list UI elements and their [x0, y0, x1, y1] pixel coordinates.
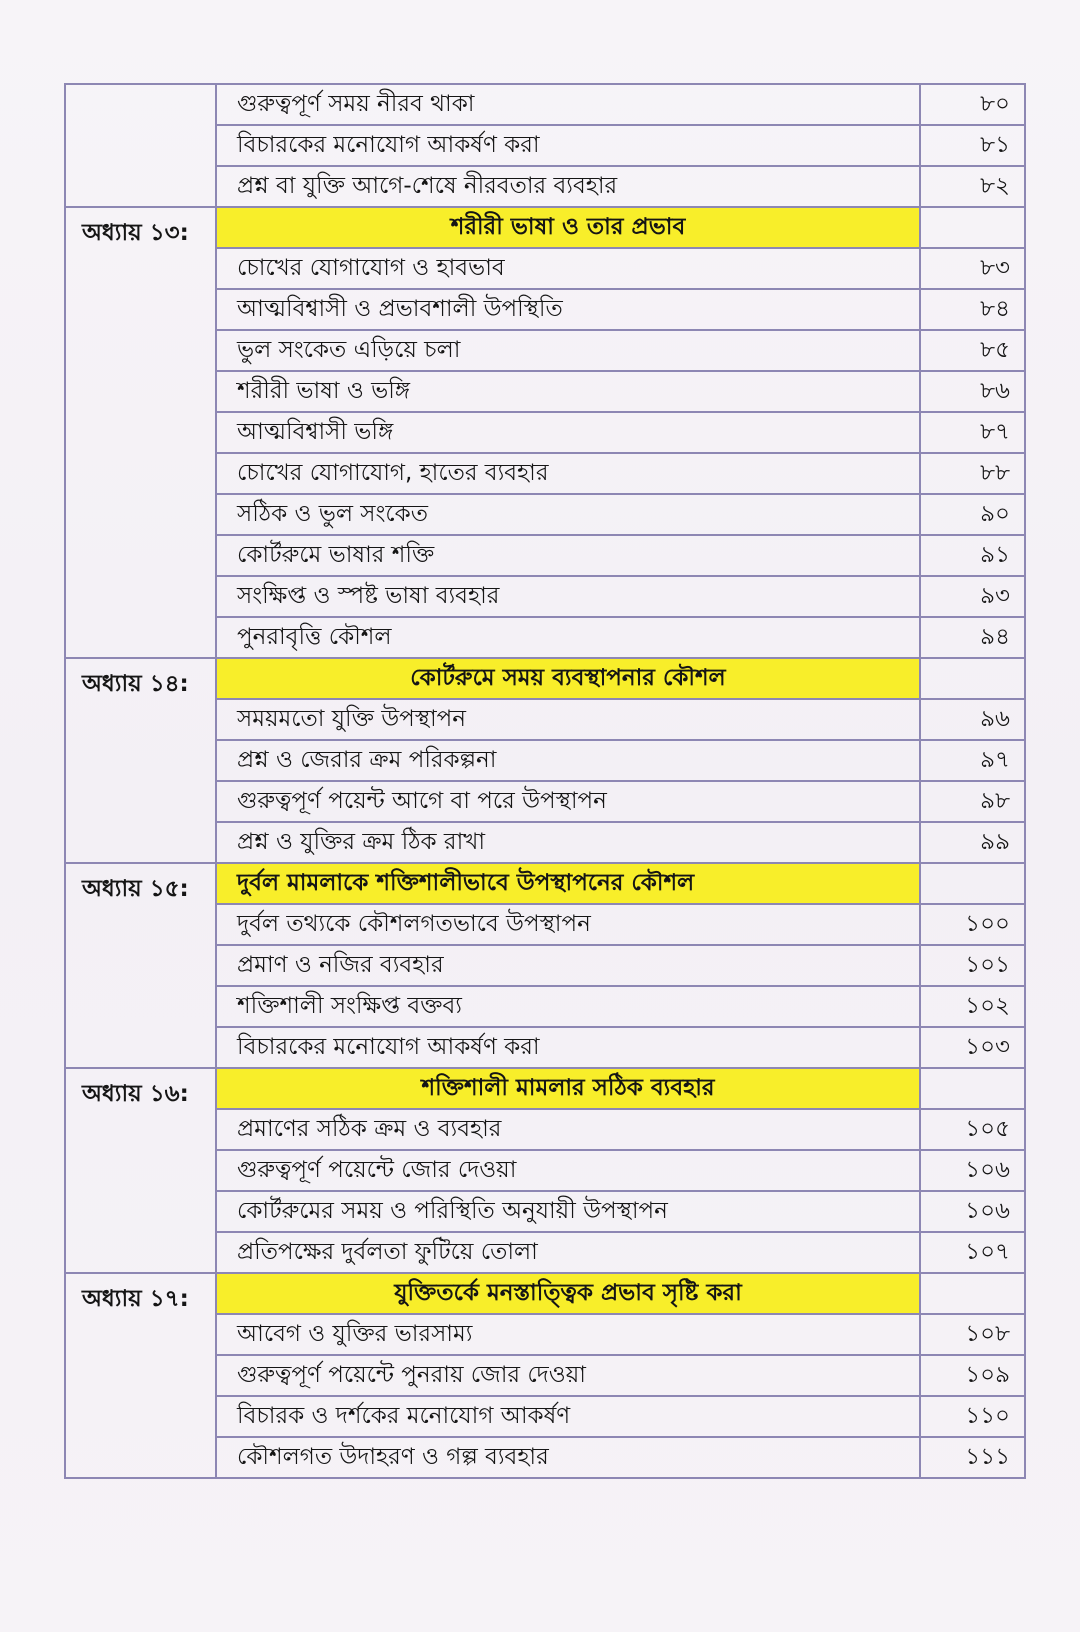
chapter-title: দুর্বল মামলাকে শক্তিশালীভাবে উপস্থাপনের কৌশল — [216, 863, 920, 904]
page-number — [920, 863, 1025, 904]
section-title: বিচারকের মনোযোগ আকর্ষণ করা — [216, 125, 920, 166]
page-number: ৮৫ — [920, 330, 1025, 371]
section-title: আবেগ ও যুক্তির ভারসাম্য — [216, 1314, 920, 1355]
section-title: প্রমাণ ও নজির ব্যবহার — [216, 945, 920, 986]
chapter-title: শক্তিশালী মামলার সঠিক ব্যবহার — [216, 1068, 920, 1109]
chapter-label: অধ্যায় ১৪: — [65, 658, 216, 863]
toc-body — [65, 84, 1025, 1478]
page-number: ১০৮ — [920, 1314, 1025, 1355]
page-number: ৯১ — [920, 535, 1025, 576]
section-title: প্রশ্ন ও যুক্তির ক্রম ঠিক রাখা — [216, 822, 920, 863]
section-title: কোর্টরুমে ভাষার শক্তি — [216, 535, 920, 576]
page-number: ১০৩ — [920, 1027, 1025, 1068]
chapter-heading-row — [65, 1068, 1025, 1109]
page-number — [920, 207, 1025, 248]
chapter-heading-row — [65, 863, 1025, 904]
chapter-label: অধ্যায় ১৬: — [65, 1068, 216, 1273]
chapter-title: শরীরী ভাষা ও তার প্রভাব — [216, 207, 920, 248]
section-title: সংক্ষিপ্ত ও স্পষ্ট ভাষা ব্যবহার — [216, 576, 920, 617]
section-title: পুনরাবৃত্তি কৌশল — [216, 617, 920, 658]
page-number — [920, 1273, 1025, 1314]
section-title: আত্মবিশ্বাসী ভঙ্গি — [216, 412, 920, 453]
page-number: ৮৬ — [920, 371, 1025, 412]
page-number: ১১০ — [920, 1396, 1025, 1437]
table-of-contents — [64, 83, 1026, 1479]
page-number: ৮০ — [920, 84, 1025, 125]
chapter-label: অধ্যায় ১৭: — [65, 1273, 216, 1478]
page-number: ১০৫ — [920, 1109, 1025, 1150]
section-title: শরীরী ভাষা ও ভঙ্গি — [216, 371, 920, 412]
section-title: চোখের যোগাযোগ, হাতের ব্যবহার — [216, 453, 920, 494]
page-number: ৯০ — [920, 494, 1025, 535]
section-title: আত্মবিশ্বাসী ও প্রভাবশালী উপস্থিতি — [216, 289, 920, 330]
section-title: গুরুত্বপূর্ণ পয়েন্টে পুনরায় জোর দেওয়া — [216, 1355, 920, 1396]
section-title: কৌশলগত উদাহরণ ও গল্প ব্যবহার — [216, 1437, 920, 1478]
page-number: ৮১ — [920, 125, 1025, 166]
section-title: শক্তিশালী সংক্ষিপ্ত বক্তব্য — [216, 986, 920, 1027]
page-number: ৮২ — [920, 166, 1025, 207]
page-number: ৯৪ — [920, 617, 1025, 658]
section-title: গুরুত্বপূর্ণ পয়েন্ট আগে বা পরে উপস্থাপন — [216, 781, 920, 822]
page-number: ৮৭ — [920, 412, 1025, 453]
page-number: ১০৯ — [920, 1355, 1025, 1396]
chapter-label: অধ্যায় ১৩: — [65, 207, 216, 658]
page-number — [920, 658, 1025, 699]
page-number: ১০৬ — [920, 1191, 1025, 1232]
page-number: ৮৩ — [920, 248, 1025, 289]
section-title: গুরুত্বপূর্ণ পয়েন্টে জোর দেওয়া — [216, 1150, 920, 1191]
table-row — [65, 84, 1025, 125]
section-title: ভুল সংকেত এড়িয়ে চলা — [216, 330, 920, 371]
section-title: প্রশ্ন ও জেরার ক্রম পরিকল্পনা — [216, 740, 920, 781]
page-number — [920, 1068, 1025, 1109]
chapter-heading-row — [65, 207, 1025, 248]
section-title: দুর্বল তথ্যকে কৌশলগতভাবে উপস্থাপন — [216, 904, 920, 945]
section-title: চোখের যোগাযোগ ও হাবভাব — [216, 248, 920, 289]
page-number: ১১১ — [920, 1437, 1025, 1478]
chapter-heading-row — [65, 1273, 1025, 1314]
page-number: ৯৮ — [920, 781, 1025, 822]
section-title: প্রতিপক্ষের দুর্বলতা ফুটিয়ে তোলা — [216, 1232, 920, 1273]
section-title: কোর্টরুমের সময় ও পরিস্থিতি অনুযায়ী উপস্থাপন — [216, 1191, 920, 1232]
chapter-heading-row — [65, 658, 1025, 699]
page-number: ৯৩ — [920, 576, 1025, 617]
page-number: ১০১ — [920, 945, 1025, 986]
section-title: সঠিক ও ভুল সংকেত — [216, 494, 920, 535]
page-number: ৮৮ — [920, 453, 1025, 494]
chapter-title: যুক্তিতর্কে মনস্তাত্ত্বিক প্রভাব সৃষ্টি করা — [216, 1273, 920, 1314]
page-number: ৯৬ — [920, 699, 1025, 740]
chapter-label: অধ্যায় ১৫: — [65, 863, 216, 1068]
section-title: বিচারকের মনোযোগ আকর্ষণ করা — [216, 1027, 920, 1068]
chapter-title: কোর্টরুমে সময় ব্যবস্থাপনার কৌশল — [216, 658, 920, 699]
section-title: গুরুত্বপূর্ণ সময় নীরব থাকা — [216, 84, 920, 125]
page-number: ১০৭ — [920, 1232, 1025, 1273]
section-title: প্রমাণের সঠিক ক্রম ও ব্যবহার — [216, 1109, 920, 1150]
chapter-label — [65, 84, 216, 207]
page-number: ৯৭ — [920, 740, 1025, 781]
section-title: প্রশ্ন বা যুক্তি আগে-শেষে নীরবতার ব্যবহার — [216, 166, 920, 207]
page-number: ১০০ — [920, 904, 1025, 945]
section-title: সময়মতো যুক্তি উপস্থাপন — [216, 699, 920, 740]
section-title: বিচারক ও দর্শকের মনোযোগ আকর্ষণ — [216, 1396, 920, 1437]
page-number: ৮৪ — [920, 289, 1025, 330]
page-number: ১০২ — [920, 986, 1025, 1027]
page-number: ৯৯ — [920, 822, 1025, 863]
page-number: ১০৬ — [920, 1150, 1025, 1191]
